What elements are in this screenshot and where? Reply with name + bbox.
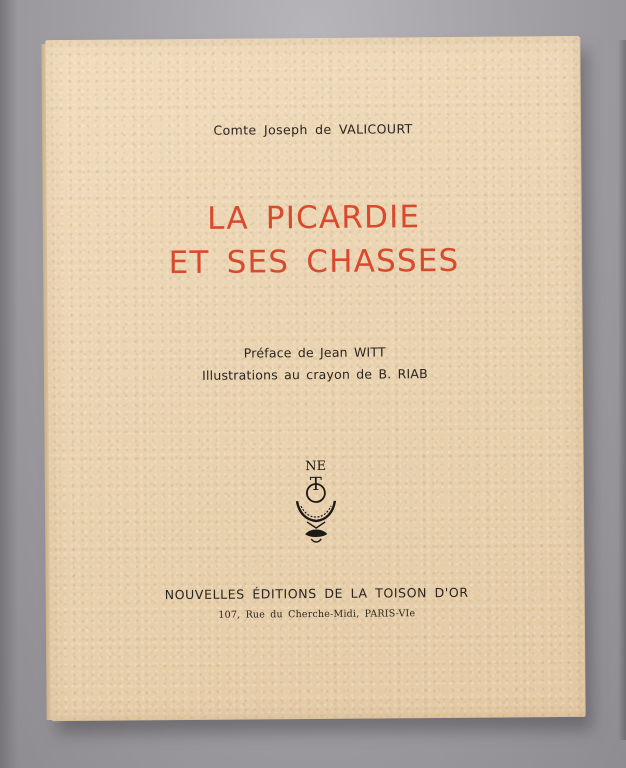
book-title [47,194,582,286]
preface-credit: Préface de Jean WITT [243,344,386,361]
svg-text:T: T [309,473,322,496]
illustrations-credit: Illustrations au crayon de B. RIAB [202,366,428,383]
book-cover [45,36,584,720]
right-book-edge [618,40,626,740]
book-credits [48,340,582,388]
title-line-2: ET SES CHASSES [168,242,460,282]
title-line-1: LA PICARDIE [207,199,421,237]
svg-text:NE: NE [305,458,327,475]
left-shadow [0,0,18,768]
publisher-logo [281,456,352,557]
publisher-address: 107, Rue du Cherche-Midi, PARIS-VIe [218,608,416,621]
fleece-logo-icon [281,456,352,557]
publisher-name: NOUVELLES ÉDITIONS DE LA TOISON D'OR [164,584,469,603]
author-name: Comte Joseph de VALICOURT [213,121,413,138]
